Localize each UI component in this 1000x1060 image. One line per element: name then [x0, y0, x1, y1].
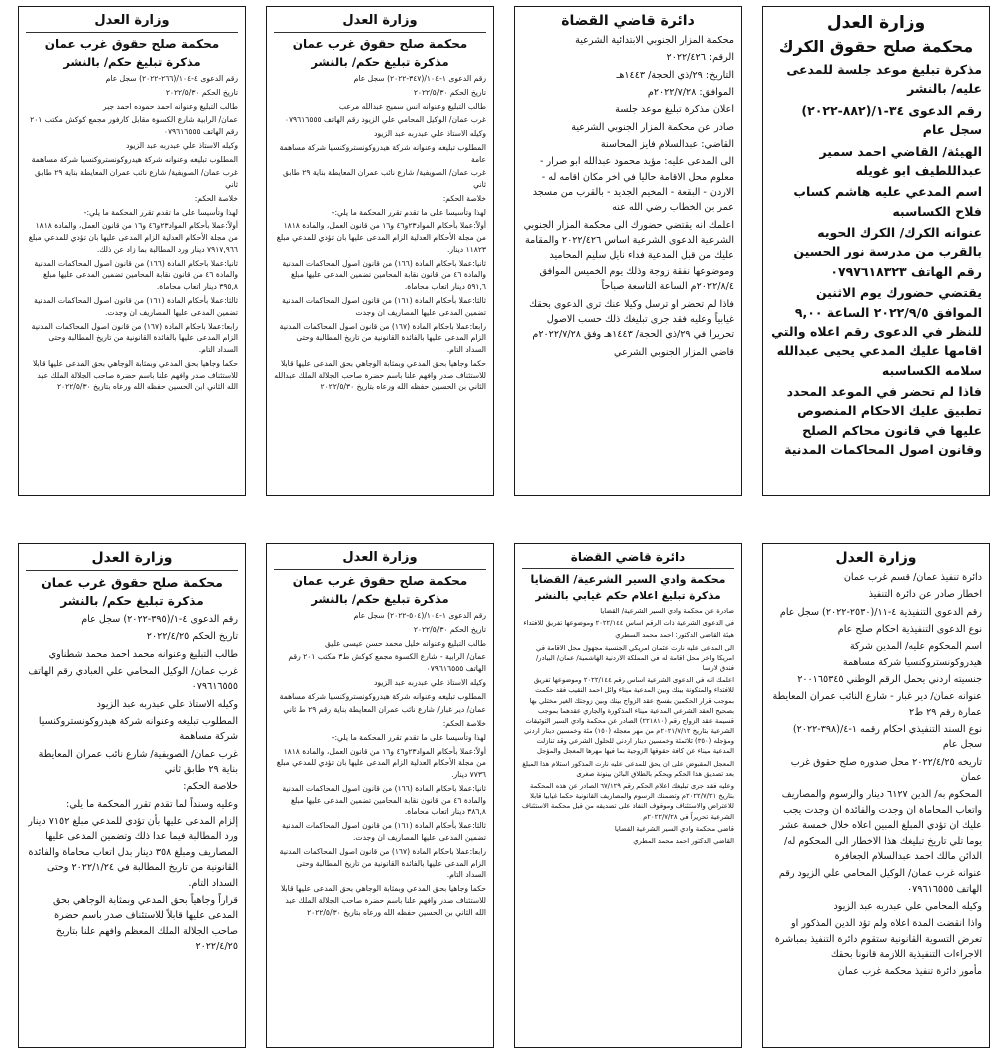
notice-line: عمان/ دير غبار/ شارع نائب عمران المعايطة بناية رقم ٢٩ ط ثاني — [283, 705, 486, 715]
notice-line: خلاصة الحكم: — [194, 193, 238, 203]
notice-line: القاضي الدكتور احمد محمد المطري — [633, 836, 734, 845]
notice-line: ثالثا:عملا بأحكام المادة (١٦١) من قانون اصول المحاكمات المدنية تضمين المدعى عليها المصاريف ان وجدت — [282, 296, 486, 317]
notice-line: ثانيا:عملا باحكام المادة (١٦٦) من قانون اصول المحاكمات المدنية والمادة ٤٦ من قانون نقابة المحامين تضمين المدعى عليها مبلغ ٣٩٥,٨ دينار اتعاب محاماة. — [34, 258, 238, 292]
notice-line: رقم الدعوى ١-١٠٤/(٥٠٤-٢٠٢٢) سجل عام — [353, 611, 486, 620]
notice-line: جنسيته اردني يحمل الرقم الوطني ٢٠٠١٦٥٣٤٥ — [797, 674, 982, 686]
notice-line: حكما وجاهيا بحق المدعي وبمثابة الوجاهي بحق المدعى عليها قابلا للاستئناف صدر وافهم علنا باسم حضرة صاحب الجلالة الملك عبد الله الثاني بن الحسين حفظه الله ورعاه بتاريخ ٢٠٢٢/٥/٣٠ — [280, 884, 486, 917]
court-heading: محكمة وادي السير الشرعية/ القضايا — [530, 573, 726, 586]
notice-line: ثانيا:عملا باحكام المادة (١٦٦) من قانون اصول المحاكمات المدنية والمادة ٤٦ من قانون نقابة المحامين تضمين المدعى عليها مبلغ ٥٩١,٦ دينار اتعاب محاماة. — [282, 258, 486, 292]
notice-line: عنوانه غرب عمان/ الوكيل المحامي علي الزيود رقم الهاتف ٠٧٩٦١٦٥٥٥ — [778, 868, 982, 895]
court-heading: محكمة صلح حقوق غرب عمان — [292, 37, 468, 51]
notice-body — [274, 73, 486, 393]
notice-body — [522, 33, 734, 360]
notice-line: وكيله المحامي علي عبدربه عبد الزيود — [833, 900, 982, 912]
ministry-heading: دائرة قاضي القضاة — [570, 550, 686, 564]
divider — [274, 569, 486, 570]
notice-line: المطلوب تبليغه وعنوانه شركة هيدروكونستروكنسيا شركة مساهمة — [279, 691, 486, 701]
notice-line: لهذا وتأسيسا على ما تقدم تقرر المحكمة ما يلي:- — [331, 207, 486, 217]
notice-line: رقم الدعوى ٣٤-١/(٨٨٢-٢٠٢٢) سجل عام — [801, 102, 982, 138]
divider — [26, 32, 238, 33]
notice-west-amman-judgment-504 — [266, 543, 494, 1048]
notice-line: غرب عمان/ الوكيل المحامي علي العبادي رقم الهاتف ٠٧٩٦١٦٥٥٥ — [28, 666, 238, 693]
notice-line: عنوانه الكرك/ الكرك الحويه بالقرب من مدرسة نور الحسين رقم الهاتف ٠٧٩٧٦١٨٣٢٣ — [793, 225, 982, 279]
notice-karak-session — [762, 6, 990, 496]
notice-line: يقتضي حضورك يوم الاثنين الموافق ٢٠٢٢/٩/٥ الساعة ٩,٠٠ للنظر في الدعوى رقم اعلاه والتي اقامها عليك المدعي يحيى عبدالله سلامه الكساسبه — [771, 285, 982, 378]
notice-line: فاذا لم تحضر في الموعد المحدد تطبيق عليك الاحكام المنصوص عليها في قانون محاكم الصلح وقانون اصول المحاكمات المدنية — [784, 384, 982, 458]
notice-line: صادر عن محكمة المزار الجنوبي الشرعية — [571, 121, 734, 133]
notice-line: أولاً:عملا بأحكام المواد٢٣و٤٦ و١٦ من قانون العمل، والمادة ١٨١٨ من مجلة الأحكام العدلية الزام المدعى عليها بان تؤدي للمدعي مبلغ ١١٨٢٣ دينار. — [276, 221, 486, 254]
notice-line: هيئة القاضي الدكتور: احمد محمد السطري — [615, 631, 734, 640]
court-heading: محكمة صلح حقوق غرب عمان — [44, 37, 220, 51]
notice-line: تاريخ الحكم ٢٠٢٢/٥/٣٠ — [165, 87, 238, 97]
notice-line: خلاصة الحكم: — [183, 781, 238, 793]
notice-line: إلزام المدعى عليها بأن تؤدي للمدعي مبلغ ٧١٥٢ دينار ورد المطالبة فيما عدا ذلك وتضمين المدعى عليها المصاريف ومبلغ ٣٥٨ دينار بدل اتعاب محاماة والفائدة القانونية من تاريخ المطالبة في ٢٠٢٢/١/٢٤ وحتى السداد التام. — [28, 816, 238, 889]
notice-line: رقم الدعوى التنفيذية ٤-١١/(٢٥٣٠-٢٠٢٢) سجل عام — [779, 606, 982, 618]
notice-line: نوع الدعوى التنفيذية احكام صلح عام — [837, 624, 982, 636]
notice-line: فاذا لم تحضر او ترسل وكيلا عنك ترى الدعوى بحقك غيابياً وعليه فقد جرى تبليغك ذلك حسب الاصول تحريرا في ٢٩/ذي الحجة/ ١٤٤٣هـ وفق ٢٠٢٢/٧/٢٨م — [529, 298, 734, 341]
notice-line: خلاصة الحكم: — [442, 719, 486, 729]
notice-line: رابعا:عملا باحكام المادة (١٦٧) من قانون اصول المحاكمات المدنية الزام المدعى عليها بالفائدة القانونية من تاريخ المطالبة وحتى السداد التام. — [279, 321, 486, 355]
notice-type-heading: مذكرة تبليغ حكم/ بالنشر — [311, 55, 449, 69]
notice-line: الى المدعى عليه: مؤيد محمود عبدالله ابو صرار - معلوم محل الاقامة حاليا في اخر مكان اقامه له - الاردن - البقعة - المخيم الجديد - بالقرب من مسجد عمر بن الخطاب رضي الله عنه — [532, 156, 734, 214]
notice-line: تاريخ الحكم ٢٠٢٢/٤/٢٥ — [146, 631, 238, 643]
ministry-heading: وزارة العدل — [94, 13, 170, 28]
divider — [26, 570, 238, 571]
notice-line: تاريخه ٢٠٢٢/٤/٢٥ محل صدوره صلح حقوق غرب عمان — [790, 756, 982, 784]
notice-line: رقم الدعوى ١-١٠٤/(٣٤٧-٢٠٢٢) سجل عام — [353, 74, 486, 83]
notice-line: رابعا:عملا باحكام المادة (١٦٧) من قانون اصول المحاكمات المدنية الزام المدعى عليها بالفائدة القانونية من تاريخ المطالبة وحتى السداد التام. — [31, 321, 238, 355]
notice-line: رابعا:عملا باحكام المادة (١٦٧) من قانون اصول المحاكمات المدنية الزام المدعى عليها بالفائدة القانونية من تاريخ المطالبة وحتى السداد التام. — [279, 846, 486, 880]
notice-line: أولاً:عملا بأحكام المواد٢٣و٤٦ و١٦ من قانون العمل، والمادة ١٨١٨ من مجلة الأحكام العدلية الزام المدعى عليها بان تؤدي للمدعي مبلغ ٧٧٣٦ دينار. — [276, 746, 486, 780]
notice-west-amman-judgment-266 — [18, 6, 246, 496]
notice-line: اسم المحكوم عليه/ المدين شركة هيدروكونستروكنسيا شركة مساهمة — [842, 641, 982, 668]
notice-line: مذكرة تبليغ موعد جلسة للمدعى عليه/ بالنشر — [786, 62, 982, 97]
ministry-heading: وزارة العدل — [342, 13, 418, 28]
notice-line: دائرة تنفيذ عمان/ قسم غرب عمان — [843, 572, 982, 583]
ministry-heading: دائرة قاضي القضاة — [561, 13, 695, 29]
ministry-heading: وزارة العدل — [826, 13, 926, 33]
ministry-heading: وزارة العدل — [342, 550, 418, 565]
notice-line: غرب عمان/ الصويفية/ شارع نائب عمران المعايطة بناية ٢٩ طابق ثاني — [35, 168, 238, 190]
notice-body — [26, 612, 238, 954]
notice-body — [522, 606, 734, 846]
notice-line: قاضي محكمة وادي السير الشرعية القضايا — [614, 824, 734, 833]
notice-line: لهذا وتأسيسا على ما تقدم تقرر المحكمة ما يلي:- — [83, 207, 238, 217]
notice-line: واذا انقضت المدة اعلاه ولم تؤد الدين المذكور او تعرض التسوية القانونية ستقوم دائرة التنفيذ بمباشرة الاجراءات التنفيذية اللازمة قانونا بحقك — [774, 918, 982, 960]
notice-line: تاريخ الحكم ٢٠٢٢/٥/٣٠ — [413, 624, 486, 634]
notice-line: المحكوم به/ الدين ٦١٢٧ دينار والرسوم والمصاريف واتعاب المحاماة ان وجدت والفائدة ان وجدت يجب عليك ان تؤدي المبلغ المبين اعلاه خلال خمسة عشر يوما تلي تاريخ تبليغك هذا الاخطار الى المحكوم له/ الدائن مالك احمد عبدالسلام الجعافرة — [779, 789, 982, 862]
notice-line: طالب التبليغ وعنوانه محمد احمد محمد شطناوي — [48, 648, 238, 660]
notice-line: وعليه فقد جرى تبليغك اعلام الحكم رقم ٦٧/١٢٩ الصادر عن هذه المحكمة بتاريخ ٢٠٢٢/٧/٢١م وتضمنك الرسوم والمصاريف القانونية حكما غيابيا قابلا للاعتراض والاستئناف وموقوف النفاذ على تصديقه من قبل محكمة الاستئناف الشرعية تحريراً في ٢٠٢٢/٧/٢٨م — [522, 782, 734, 821]
notice-line: طالب التبليغ وعنوانه احمد حموده احمد جبر — [102, 101, 238, 111]
notice-line: المطلوب تبليغه وعنوانه شركة هيدروكونستروكنسيا شركة مساهمة عامة — [279, 142, 486, 164]
notice-line: خلاصة الحكم: — [442, 193, 486, 203]
notice-line: وعليه وسنداً لما تقدم تقرر المحكمة ما يلي: — [66, 798, 238, 810]
notice-west-amman-judgment-347 — [266, 6, 494, 496]
notice-line: وكيله الاستاذ علي عبدربه عبد الزيود — [96, 698, 238, 710]
notice-execution-warning — [762, 543, 990, 1048]
notice-line: المطلوب تبليغه وعنوانه شركة هيدروكونستروكنسيا شركة مساهمة — [38, 716, 238, 743]
notice-type-heading: مذكرة تبليغ حكم/ بالنشر — [63, 55, 201, 69]
notice-line: حكما وجاهيا بحق المدعي وبمثابة الوجاهي بحق المدعى عليها قابلا للاستئناف صدر وافهم علنا باسم حضرة صاحب الجلالة الملك عبدالله الثاني بن الحسين حفظه الله ورعاه بتاريخ ٢٠٢٢/٥/٣٠ — [274, 358, 486, 392]
notice-line: الهيئة/ القاضي احمد سمير عبداللطيف ابو غويله — [819, 143, 982, 178]
notice-line: طالب التبليغ وعنوانه خليل محمد حسن عيسى عليق — [324, 638, 486, 648]
notice-wadi-alseer-absentee-judgment — [514, 543, 742, 1048]
notice-line: وكيله الاستاذ علي عبدربه عبد الزيود — [374, 129, 486, 139]
notice-line: غرب عمان/ الوكيل المحامي علي الزيود رقم الهاتف ٠٧٩٦١٦٥٥٥ — [284, 115, 486, 125]
notice-body — [770, 570, 982, 980]
notice-line: ثالثا:عملا بأحكام المادة (١٦١) من قانون اصول المحاكمات المدنية تضمين المدعى عليها المصاريف ان وجدت. — [34, 296, 238, 317]
ministry-heading: وزارة العدل — [835, 550, 917, 566]
notice-body — [770, 60, 982, 460]
court-heading: محكمة صلح حقوق غرب عمان — [41, 575, 223, 590]
notice-line: المعجل المقبوض على ان يحق للمدعى عليه نارت المذكور استلام هذا المبلغ بعد تصديق هذا الحكم ويحكم بالطلاق البائن بينونة صغرى — [522, 759, 734, 778]
notice-line: أولاً:عملا بأحكام المواد٢٣و٤٦ و١٦ من قانون العمل، والمادة ١٨١٨ من مجلة الأحكام العدلية الزام المدعى عليها بان تؤدي للمدعي مبلغ ٧٩١٧,٩٦٦ دينار ورد المطالبة بما زاد عن ذلك. — [28, 221, 238, 254]
notice-line: ثانيا:عملا باحكام المادة (١٦٦) من قانون اصول المحاكمات المدنية والمادة ٤٦ من قانون نقابة المحامين تضمين المدعى عليها مبلغ ٣٨٦,٨ دينار اتعاب محاماة. — [282, 783, 486, 817]
notice-mazar-sharia-session — [514, 6, 742, 496]
divider — [522, 568, 734, 569]
notice-line: مأمور دائرة تنفيذ محكمة غرب عمان — [837, 966, 982, 978]
court-heading: محكمة صلح حقوق الكرك — [778, 37, 974, 56]
notice-line: اعلمك انه يقتضي حضورك الى محكمة المزار الجنوبي الشرعية الدعوى الشرعية اساس ٢٠٢٢/٤٢٦ والمقامة عليك من قبل المدعية فداء نايل سليم المحاميد وموضوعها نفقة زوجة وذلك يوم الخميس الموافق ٢٠٢٢/٨/٤م الساعة التاسعة صباحاً — [523, 219, 734, 293]
notice-line: اخطار صادر عن دائرة التنفيذ — [868, 589, 982, 601]
notice-type-heading: مذكرة تبليغ حكم/ بالنشر — [311, 592, 449, 606]
notice-line: رقم الدعوى ٤-١/(٣٩٥-٢٠٢٢) سجل عام — [81, 614, 238, 625]
notice-line: قراراً وجاهياً بحق المدعي وبمثابة الوجاهي بحق المدعى عليها قابلاً للاستئناف صدر باسم حضرة صاحب الجلالة الملك المعظم وافهم علنا بتاريخ ٢٠٢٢/٤/٢٥ — [52, 894, 238, 952]
notice-line: حكما وجاهيا بحق المدعي وبمثابة الوجاهي بحق المدعى عليها قابلا للاستئناف صدر وافهم علنا باسم حضرة صاحب الجلالة الملك عبد الله الثاني ابن الحسين حفظه الله ورعاه بتاريخ ٢٠٢٢/٥/٣٠ — [32, 358, 238, 392]
notice-line: نوع السند التنفيذي احكام رقمه ١-٤/(٣٩٨-٢٠٢٢) سجل عام — [792, 724, 982, 751]
notice-line: اعلمك انه في الدعوى الشرعية اساس رقم ٢٠٢٢/١٤٤ وموضوعها تفريق للافتداء والمتكونة بينك وبين المدعية ميناء وائل احمد النقيب فقد حكمت بموجب قرار الحكمين بفسخ عقد الزواج بينك وبين زوجتك الغير مختلي بها بصحيح العقد الشرعي المدعية ميناء المذكورة والجاري عقدهما بموجب قسيمة عقد الزواج رقم (٢٢١٨١٠) الصادر عن محكمة وادي السير التوثيقات الشرعية بتاريخ ٢٠٢١/٧/١٢م من مهر معجله (١٥٠) مئة وخمسين دينار اردني ومؤجله (٣٥٠) ثلاثمئة وخمسين دينار اردني للحلول الشرعي وقد تنازلت المدعية ميناء عن كافة حقوقها الزوجية بما فيها مهرها المعجل والمؤجل — [524, 676, 734, 756]
notice-line: غرب عمان/ الصويفية/ شارع نائب عمران المعايطة بناية ٢٩ طابق ثاني — [283, 168, 486, 190]
notice-line: الرقم: ٢٠٢٢/٤٢٦ — [666, 52, 734, 64]
notice-type-heading: مذكرة تبليغ حكم/ بالنشر — [60, 594, 204, 608]
notice-line: المطلوب تبليغه وعنوانه شركة هيدروكونستروكنسيا شركة مساهمة — [31, 154, 238, 164]
notice-line: صادرة عن محكمة وادي السير الشرعية/ القضايا — [600, 607, 734, 615]
notice-body — [26, 73, 238, 393]
notice-line: في الدعوى الشرعية ذات الرقم اساس ٢٠٢٢/١٤٤ وموضوعها تفريق للافتداء — [523, 619, 734, 628]
notice-line: عمان/ الرابية شارع الكسوة مقابل كارفور مجمع كوكش مكتب ٢٠١ رقم الهاتف ٠٧٩٦١٦٥٥٥ — [30, 115, 238, 137]
notice-type-heading: مذكرة تبليغ اعلام حكم غيابي بالنشر — [535, 590, 721, 602]
notice-line: ثالثا:عملا بأحكام المادة (١٦١) من قانون اصول المحاكمات المدنية تضمين المدعى عليها المصاريف ان وجدت. — [282, 821, 486, 843]
notice-line: محكمة المزار الجنوبي الابتدائية الشرعية — [575, 35, 734, 46]
notice-line: قاضي المزار الجنوبي الشرعي — [614, 346, 734, 358]
notice-line: وكيله الاستاذ علي عبدربه عبد الزيود — [126, 140, 238, 150]
notice-line: اعلان مذكرة تبليغ موعد جلسة — [615, 104, 734, 116]
notice-line: طالب التبليغ وعنوانه انس سميح عبدالله مرعب — [338, 101, 486, 111]
notice-west-amman-judgment-395 — [18, 543, 246, 1048]
court-heading: محكمة صلح حقوق غرب عمان — [292, 574, 468, 588]
notice-line: اسم المدعي عليه هاشم كساب فلاح الكساسبه — [793, 184, 982, 219]
notice-line: وكيله الاستاذ علي عبدربه عبد الزيود — [374, 677, 486, 687]
notice-body — [274, 610, 486, 918]
notice-line: لهذا وتأسيسا على ما تقدم تقرر المحكمة ما يلي:- — [331, 732, 486, 742]
notice-line: عمان/ الرابية - شارع الكسوة مجمع كوكش ط٣ مكتب ٢٠١ رقم الهاتف ٠٧٩٦١٦٥٥٥ — [288, 652, 486, 674]
notice-line: الى المدعى عليه نارت عثمان امريكي الجنسية مجهول محل الاقامة في امريكا واخر محل اقامة له في المملكة الاردنية الهاشمية/ عمان/ البيادر/ فندق لارسا — [536, 643, 734, 672]
ministry-heading: وزارة العدل — [91, 550, 173, 566]
notice-line: التاريخ: ٢٩/ذي الحجة/ ١٤٤٣هـ — [616, 69, 734, 81]
notice-line: الموافق: ٢٠٢٢/٧/٢٨م — [647, 87, 734, 99]
divider — [274, 32, 486, 33]
notice-line: غرب عمان/ الصويفية/ شارع نائب عمران المعايطة بناية ٢٩ طابق ثاني — [38, 748, 238, 776]
notice-line: عنوانه عمان/ دير غبار - شارع النائب عمران المعايطة عمارة رقم ٢٩ ط٢ — [772, 691, 982, 718]
notice-line: تاريخ الحكم ٢٠٢٢/٥/٣٠ — [413, 87, 486, 97]
notice-line: القاضي: عبدالسلام فايز المحاسنة — [600, 139, 734, 151]
notice-line: رقم الدعوى ٤-١٠٤/(٢٦٦-٢٠٢٢) سجل عام — [105, 74, 238, 83]
